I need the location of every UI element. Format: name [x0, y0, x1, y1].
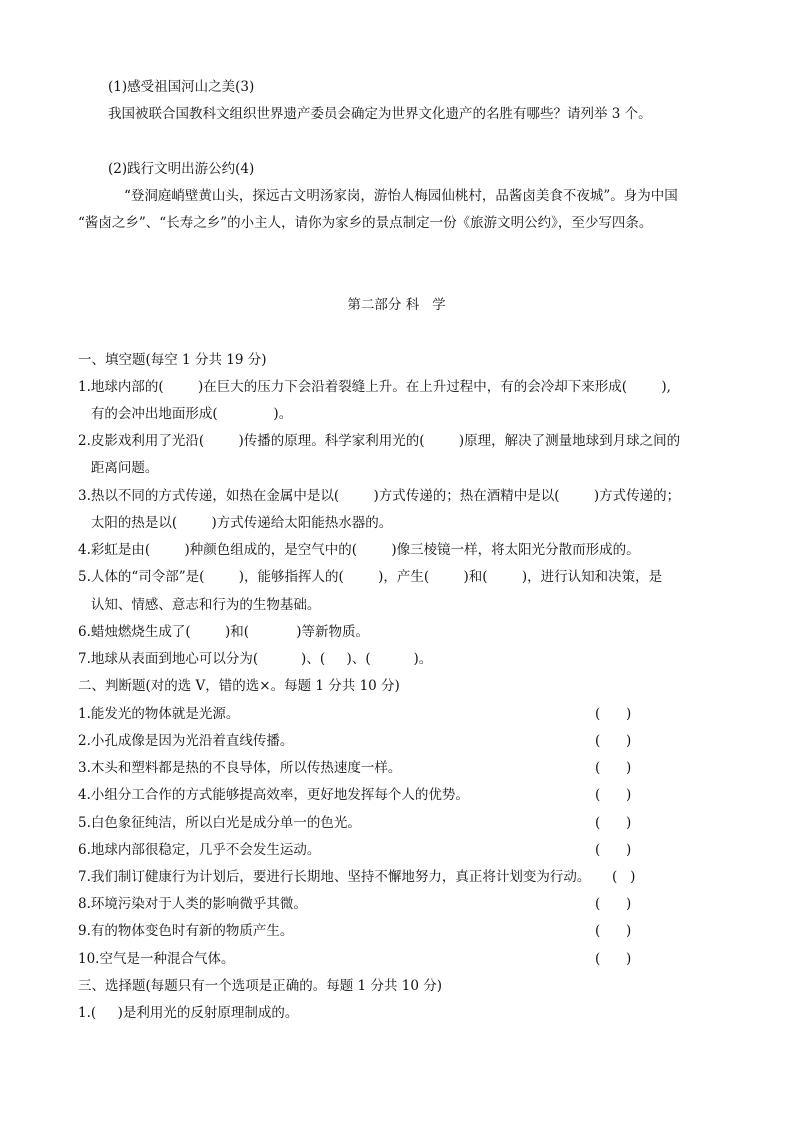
- question-text-2a: “登洞庭峭壁黄山头，探远古文明汤家岗，游怡人梅园仙桃村，品酱卤美食不夜城”。身为中国: [124, 188, 678, 204]
- judge-heading: 二、判断题(对的选 V，错的选×。每题 1 分共 10 分): [78, 678, 400, 694]
- fill-line: 有的会冲出地面形成( )。: [78, 406, 293, 422]
- fill-line: 3.热以不同的方式传递，如热在金属中是以( )方式传递的；热在酒精中是以( )方式传递的；: [78, 488, 681, 504]
- judge-answer-blank: ( ): [612, 869, 636, 885]
- judge-answer-blank: ( ): [595, 951, 632, 967]
- judge-item-text: 1.能发光的物体就是光源。: [78, 706, 240, 722]
- judge-answer-blank: ( ): [595, 706, 632, 722]
- choice-heading: 三、选择题(每题只有一个选项是正确的。每题 1 分共 10 分): [78, 978, 442, 994]
- fill-line: 6.蜡烛燃烧生成了( )和( )等新物质。: [78, 624, 369, 640]
- fill-heading: 一、填空题(每空 1 分共 19 分): [78, 352, 267, 368]
- fill-line: 认知、情感、意志和行为的生物基础。: [78, 597, 321, 613]
- judge-answer-blank: ( ): [595, 815, 632, 831]
- section-title: 第二部分 科 学: [347, 297, 446, 313]
- judge-answer-blank: ( ): [595, 733, 632, 749]
- judge-item-text: 9.有的物体变色时有新的物质产生。: [78, 923, 294, 939]
- fill-line: 4.彩虹是由( )种颜色组成的，是空气中的( )像三棱镜一样，将太阳光分散而形成的。: [78, 542, 640, 558]
- fill-line: 5.人体的“司令部”是( )，能够指挥人的( )，产生( )和( )，进行认知和决策，是: [78, 569, 663, 585]
- judge-item-text: 4.小组分工合作的方式能够提高效率，更好地发挥每个人的优势。: [78, 787, 469, 803]
- judge-item-text: 8.环境污染对于人类的影响微乎其微。: [78, 896, 307, 912]
- question-heading-2: (2)践行文明出游公约(4): [108, 161, 255, 177]
- fill-line: 1.地球内部的( )在巨大的压力下会沿着裂缝上升。在上升过程中，有的会冷却下来形成( ),: [78, 379, 671, 395]
- judge-item-text: 6.地球内部很稳定，几乎不会发生运动。: [78, 842, 321, 858]
- judge-item-text: 7.我们制订健康行为计划后，要进行长期地、坚持不懈地努力，真正将计划变为行动。: [78, 869, 591, 885]
- judge-answer-blank: ( ): [595, 923, 632, 939]
- question-text-1: 我国被联合国教科文组织世界遗产委员会确定为世界文化遗产的名胜有哪些？请列举 3 个。: [108, 106, 652, 122]
- judge-item-text: 3.木头和塑料都是热的不良导体，所以传热速度一样。: [78, 760, 402, 776]
- question-heading-1: (1)感受祖国河山之美(3): [108, 79, 255, 95]
- judge-item-text: 10.空气是一种混合气体。: [78, 951, 235, 967]
- judge-answer-blank: ( ): [595, 896, 632, 912]
- judge-item-text: 5.白色象征纯洁，所以白光是成分单一的色光。: [78, 815, 361, 831]
- fill-line: 2.皮影戏利用了光沿( )传播的原理。科学家利用光的( )原理，解决了测量地球到月球之间的: [78, 433, 681, 449]
- fill-line: 距离问题。: [78, 460, 159, 476]
- fill-line: 太阳的热是以( )方式传递给太阳能热水器的。: [78, 515, 393, 531]
- judge-item-text: 2.小孔成像是因为光沿着直线传播。: [78, 733, 294, 749]
- fill-line: 7.地球从表面到地心可以分为( )、( )、( )。: [78, 651, 433, 667]
- choice-question-1: 1.( )是利用光的反射原理制成的。: [78, 1005, 299, 1021]
- judge-answer-blank: ( ): [595, 760, 632, 776]
- judge-answer-blank: ( ): [595, 842, 632, 858]
- judge-answer-blank: ( ): [595, 787, 632, 803]
- question-text-2b: “酱卤之乡”、“长寿之乡”的小主人，请你为家乡的景点制定一份《旅游文明公约》，至少写四条。: [78, 215, 653, 231]
